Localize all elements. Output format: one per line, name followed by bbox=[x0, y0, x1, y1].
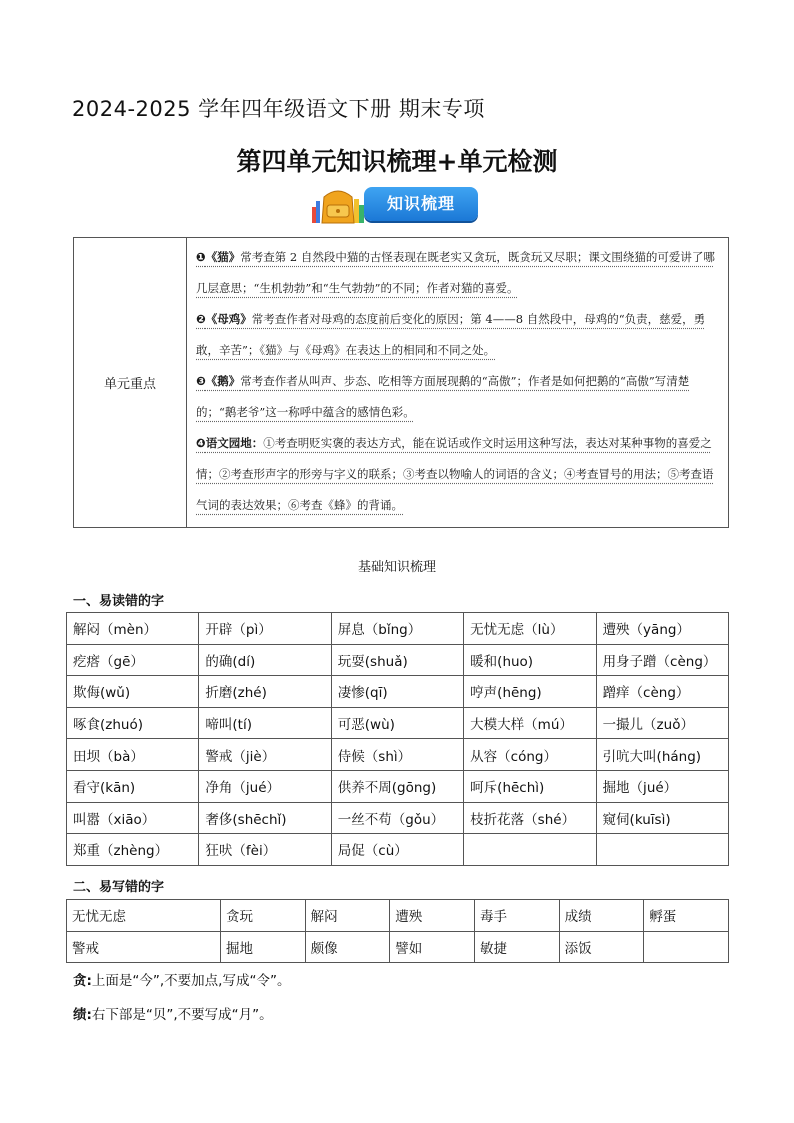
table-cell: 窥伺(kuīsì) bbox=[596, 802, 728, 834]
table-cell: 局促（cù） bbox=[331, 834, 463, 866]
table-cell: 屏息（bǐng） bbox=[331, 613, 463, 645]
table-cell: 狂吠（fèi） bbox=[199, 834, 331, 866]
table-cell: 掘地（jué） bbox=[596, 770, 728, 802]
table-cell: 可恶(wù) bbox=[331, 707, 463, 739]
focus-item: ❶《猫》常考查第 2 自然段中猫的古怪表现在既老实又贪玩，既贪玩又尽职；课文围绕猫的可爱讲了哪几层意思；“生机勃勃”和“生气勃勃”的不同；作者对猫的喜爱。 bbox=[196, 250, 715, 295]
focus-item: ❸《鹅》常考查作者从叫声、步态、吃相等方面展现鹅的“高傲”；作者是如何把鹅的“高傲”写清楚的；“鹅老爷”这一称呼中蕴含的感情色彩。 bbox=[196, 374, 690, 419]
table-row bbox=[67, 613, 729, 645]
note-line: 绩:右下部是“贝”,不要写成“月”。 bbox=[73, 1007, 273, 1023]
table-cell: 成绩 bbox=[559, 900, 644, 932]
table-row bbox=[67, 802, 729, 834]
table-cell: 引吭大叫(háng) bbox=[596, 739, 728, 771]
table-cell: 供养不周(gōng) bbox=[331, 770, 463, 802]
table-cell: 田坝（bà） bbox=[67, 739, 199, 771]
table-cell: 添饭 bbox=[559, 931, 644, 963]
table-cell: 解闷（mèn） bbox=[67, 613, 199, 645]
table-cell: 毒手 bbox=[474, 900, 559, 932]
table-cell: 从容（cóng） bbox=[464, 739, 596, 771]
table-cell: 譬如 bbox=[390, 931, 475, 963]
table-cell: 大模大样（mú） bbox=[464, 707, 596, 739]
note-line: 贪:上面是“今”,不要加点,写成“令”。 bbox=[73, 973, 291, 989]
focus-item: ❷《母鸡》常考查作者对母鸡的态度前后变化的原因；第 4——8 自然段中，母鸡的“负责，慈爱，勇敢，辛苦”；《猫》与《母鸡》在表达上的相同和不同之处。 bbox=[196, 312, 706, 357]
table-cell: 的确(dí) bbox=[199, 644, 331, 676]
easy-write-table bbox=[66, 899, 729, 963]
table-cell: 开辟（pì） bbox=[199, 613, 331, 645]
document-subtitle: 2024-2025 学年四年级语文下册 期末专项 bbox=[72, 97, 485, 121]
table-cell: 疙瘩（gē） bbox=[67, 644, 199, 676]
unit-focus-label: 单元重点 bbox=[74, 238, 187, 528]
table-cell: 一撮儿（zuǒ） bbox=[596, 707, 728, 739]
table-cell bbox=[596, 834, 728, 866]
table-cell: 折磨(zhé) bbox=[199, 676, 331, 708]
table-cell: 警戒（jiè） bbox=[199, 739, 331, 771]
table-row bbox=[67, 707, 729, 739]
table-cell: 用身子蹭（cèng） bbox=[596, 644, 728, 676]
unit-focus-content bbox=[187, 238, 729, 528]
table-cell: 哼声(hēng) bbox=[464, 676, 596, 708]
table-cell: 无忧无虑（lù） bbox=[464, 613, 596, 645]
table-cell: 侍候（shì） bbox=[331, 739, 463, 771]
table-cell: 呵斥(hēchì) bbox=[464, 770, 596, 802]
table-row bbox=[67, 739, 729, 771]
table-cell: 暖和(huo) bbox=[464, 644, 596, 676]
table-cell: 解闷 bbox=[305, 900, 390, 932]
table-cell: 掘地 bbox=[220, 931, 305, 963]
section-badge bbox=[310, 185, 482, 225]
easy-read-table bbox=[66, 612, 729, 866]
table-cell: 啼叫(tí) bbox=[199, 707, 331, 739]
table-cell: 看守(kān) bbox=[67, 770, 199, 802]
table-cell: 颇像 bbox=[305, 931, 390, 963]
easy-write-heading: 二、易写错的字 bbox=[73, 880, 165, 895]
table-cell bbox=[464, 834, 596, 866]
table-cell: 敏捷 bbox=[474, 931, 559, 963]
section-title: 基础知识梳理 bbox=[357, 560, 436, 575]
page-title: 第四单元知识梳理+单元检测 bbox=[236, 147, 558, 176]
table-row bbox=[67, 770, 729, 802]
table-cell: 净角（jué） bbox=[199, 770, 331, 802]
table-cell: 叫嚣（xiāo） bbox=[67, 802, 199, 834]
table-row bbox=[67, 834, 729, 866]
table-cell: 啄食(zhuó) bbox=[67, 707, 199, 739]
badge-label: 知识梳理 bbox=[364, 187, 478, 221]
focus-item: ❹语文园地：①考查明贬实褒的表达方式，能在说话或作文时运用这种写法，表达对某种事物的喜爱之情；②考查形声字的形旁与字义的联系；③考查以物喻人的词语的含义；④考查冒号的用法；⑤考查语气词的表达效果；⑥考查《蜂》的背诵。 bbox=[196, 436, 714, 512]
table-cell: 欺侮(wǔ) bbox=[67, 676, 199, 708]
table-cell: 遭殃（yāng） bbox=[596, 613, 728, 645]
table-cell: 枝折花落（shé） bbox=[464, 802, 596, 834]
table-cell: 郑重（zhèng） bbox=[67, 834, 199, 866]
table-row bbox=[67, 676, 729, 708]
table-cell bbox=[644, 931, 729, 963]
table-row bbox=[67, 900, 729, 932]
table-cell: 蹭痒（cèng） bbox=[596, 676, 728, 708]
table-cell: 警戒 bbox=[67, 931, 221, 963]
table-cell: 奢侈(shēchǐ) bbox=[199, 802, 331, 834]
backpack-icon bbox=[310, 185, 366, 225]
table-row bbox=[67, 931, 729, 963]
table-row bbox=[67, 644, 729, 676]
table-cell: 玩耍(shuǎ) bbox=[331, 644, 463, 676]
table-cell: 孵蛋 bbox=[644, 900, 729, 932]
unit-focus-table bbox=[73, 237, 729, 528]
table-cell: 一丝不苟（gǒu） bbox=[331, 802, 463, 834]
easy-read-heading: 一、易读错的字 bbox=[73, 594, 165, 609]
table-cell: 遭殃 bbox=[390, 900, 475, 932]
table-cell: 无忧无虑 bbox=[67, 900, 221, 932]
table-cell: 凄惨(qī) bbox=[331, 676, 463, 708]
table-cell: 贪玩 bbox=[220, 900, 305, 932]
